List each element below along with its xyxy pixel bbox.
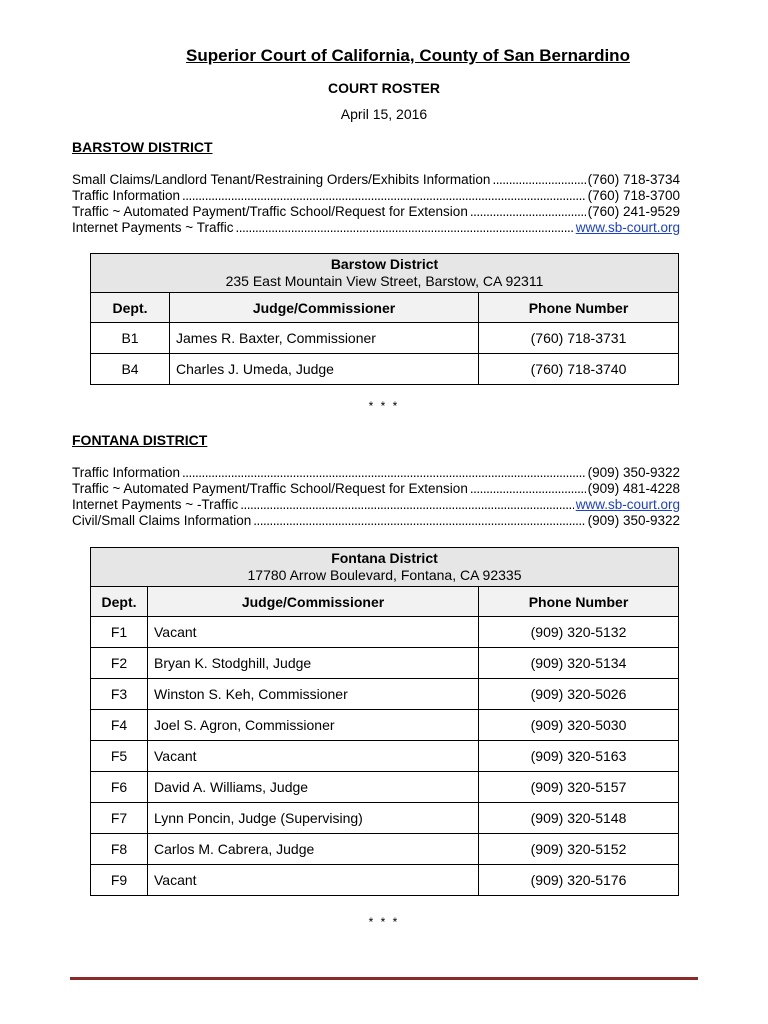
leader-dots xyxy=(470,481,586,497)
table-header xyxy=(91,254,679,293)
fontana-info-line xyxy=(72,465,680,481)
dept-cell: F4 xyxy=(91,710,148,741)
table-row xyxy=(91,354,679,385)
roster-subtitle: COURT ROSTER xyxy=(328,80,440,96)
column-header-judge: Judge/Commissioner xyxy=(170,293,479,323)
judge-cell: Vacant xyxy=(148,741,479,772)
leader-dots xyxy=(182,188,586,204)
leader-dots xyxy=(492,172,585,188)
phone-cell: (909) 320-5134 xyxy=(479,648,679,679)
dept-cell: F1 xyxy=(91,617,148,648)
column-header-dept: Dept. xyxy=(91,587,148,617)
sb-court-link[interactable]: www.sb-court.org xyxy=(575,220,680,235)
phone-cell: (909) 320-5030 xyxy=(479,710,679,741)
table-header xyxy=(91,548,679,587)
table-row xyxy=(91,741,679,772)
fontana-info-line xyxy=(72,497,680,513)
info-phone: (909) 350-9322 xyxy=(587,513,680,528)
info-phone: (760) 718-3734 xyxy=(587,172,680,187)
judge-cell: Vacant xyxy=(148,617,479,648)
judge-cell: Charles J. Umeda, Judge xyxy=(170,354,479,385)
judge-cell: Lynn Poncin, Judge (Supervising) xyxy=(148,803,479,834)
info-phone: (909) 350-9322 xyxy=(587,465,680,480)
barstow-info-line xyxy=(72,204,680,220)
column-header-judge: Judge/Commissioner xyxy=(148,587,479,617)
dept-cell: B4 xyxy=(91,354,170,385)
info-phone: (909) 481-4228 xyxy=(587,481,680,496)
info-label: Internet Payments ~ -Traffic xyxy=(72,497,239,512)
dept-cell: F9 xyxy=(91,865,148,896)
dept-cell: B1 xyxy=(91,323,170,354)
document-title: Superior Court of California, County of San Bernardino xyxy=(186,46,630,65)
judge-cell: David A. Williams, Judge xyxy=(148,772,479,803)
dept-cell: F6 xyxy=(91,772,148,803)
dept-cell: F8 xyxy=(91,834,148,865)
phone-cell: (909) 320-5026 xyxy=(479,679,679,710)
leader-dots xyxy=(470,204,586,220)
phone-cell: (909) 320-5163 xyxy=(479,741,679,772)
fontana-info-line xyxy=(72,481,680,497)
phone-cell: (909) 320-5132 xyxy=(479,617,679,648)
column-header-dept: Dept. xyxy=(91,293,170,323)
barstow-info-line xyxy=(72,220,680,236)
info-label: Civil/Small Claims Information xyxy=(72,513,252,528)
table-row xyxy=(91,679,679,710)
table-row xyxy=(91,710,679,741)
barstow-info-line xyxy=(72,188,680,204)
phone-cell: (760) 718-3731 xyxy=(479,323,679,354)
judge-cell: Joel S. Agron, Commissioner xyxy=(148,710,479,741)
fontana-info-line xyxy=(72,513,680,529)
dept-cell: F5 xyxy=(91,741,148,772)
table-row xyxy=(91,323,679,354)
roster-date: April 15, 2016 xyxy=(340,106,428,122)
phone-cell: (760) 718-3740 xyxy=(479,354,679,385)
fontana-info-block xyxy=(72,465,680,529)
leader-dots xyxy=(253,513,585,529)
section-separator: * * * xyxy=(368,915,400,929)
district-name: Fontana District xyxy=(331,550,438,566)
district-address: 17780 Arrow Boulevard, Fontana, CA 92335 xyxy=(247,567,522,583)
dept-cell: F3 xyxy=(91,679,148,710)
district-name: Barstow District xyxy=(330,256,439,272)
info-label: Internet Payments ~ Traffic xyxy=(72,220,234,235)
table-row xyxy=(91,648,679,679)
phone-cell: (909) 320-5176 xyxy=(479,865,679,896)
leader-dots xyxy=(240,497,574,513)
fontana-roster-table xyxy=(90,547,679,896)
info-label: Traffic ~ Automated Payment/Traffic School/Request for Extension xyxy=(72,481,468,496)
info-label: Traffic ~ Automated Payment/Traffic School/Request for Extension xyxy=(72,204,468,219)
phone-cell: (909) 320-5152 xyxy=(479,834,679,865)
info-label: Traffic Information xyxy=(72,465,181,480)
info-phone: (760) 241-9529 xyxy=(587,204,680,219)
phone-cell: (909) 320-5157 xyxy=(479,772,679,803)
sb-court-link[interactable]: www.sb-court.org xyxy=(575,497,680,512)
table-row xyxy=(91,834,679,865)
info-label: Small Claims/Landlord Tenant/Restraining Orders/Exhibits Information xyxy=(72,172,491,187)
info-label: Traffic Information xyxy=(72,188,181,203)
judge-cell: Vacant xyxy=(148,865,479,896)
table-row xyxy=(91,803,679,834)
footer-rule xyxy=(70,977,698,980)
dept-cell: F7 xyxy=(91,803,148,834)
leader-dots xyxy=(235,220,573,236)
fontana-district-heading: FONTANA DISTRICT xyxy=(72,432,208,448)
table-row xyxy=(91,865,679,896)
leader-dots xyxy=(182,465,586,481)
barstow-info-block xyxy=(72,172,680,236)
section-separator: * * * xyxy=(368,399,400,413)
judge-cell: Carlos M. Cabrera, Judge xyxy=(148,834,479,865)
barstow-district-heading: BARSTOW DISTRICT xyxy=(72,139,213,155)
info-phone: (760) 718-3700 xyxy=(587,188,680,203)
table-row xyxy=(91,617,679,648)
barstow-roster-table xyxy=(90,253,679,385)
barstow-info-line xyxy=(72,172,680,188)
phone-cell: (909) 320-5148 xyxy=(479,803,679,834)
column-header-phone: Phone Number xyxy=(479,293,679,323)
district-address: 235 East Mountain View Street, Barstow, CA 92311 xyxy=(225,273,544,289)
column-header-phone: Phone Number xyxy=(479,587,679,617)
dept-cell: F2 xyxy=(91,648,148,679)
judge-cell: Bryan K. Stodghill, Judge xyxy=(148,648,479,679)
table-row xyxy=(91,772,679,803)
judge-cell: Winston S. Keh, Commissioner xyxy=(148,679,479,710)
judge-cell: James R. Baxter, Commissioner xyxy=(170,323,479,354)
